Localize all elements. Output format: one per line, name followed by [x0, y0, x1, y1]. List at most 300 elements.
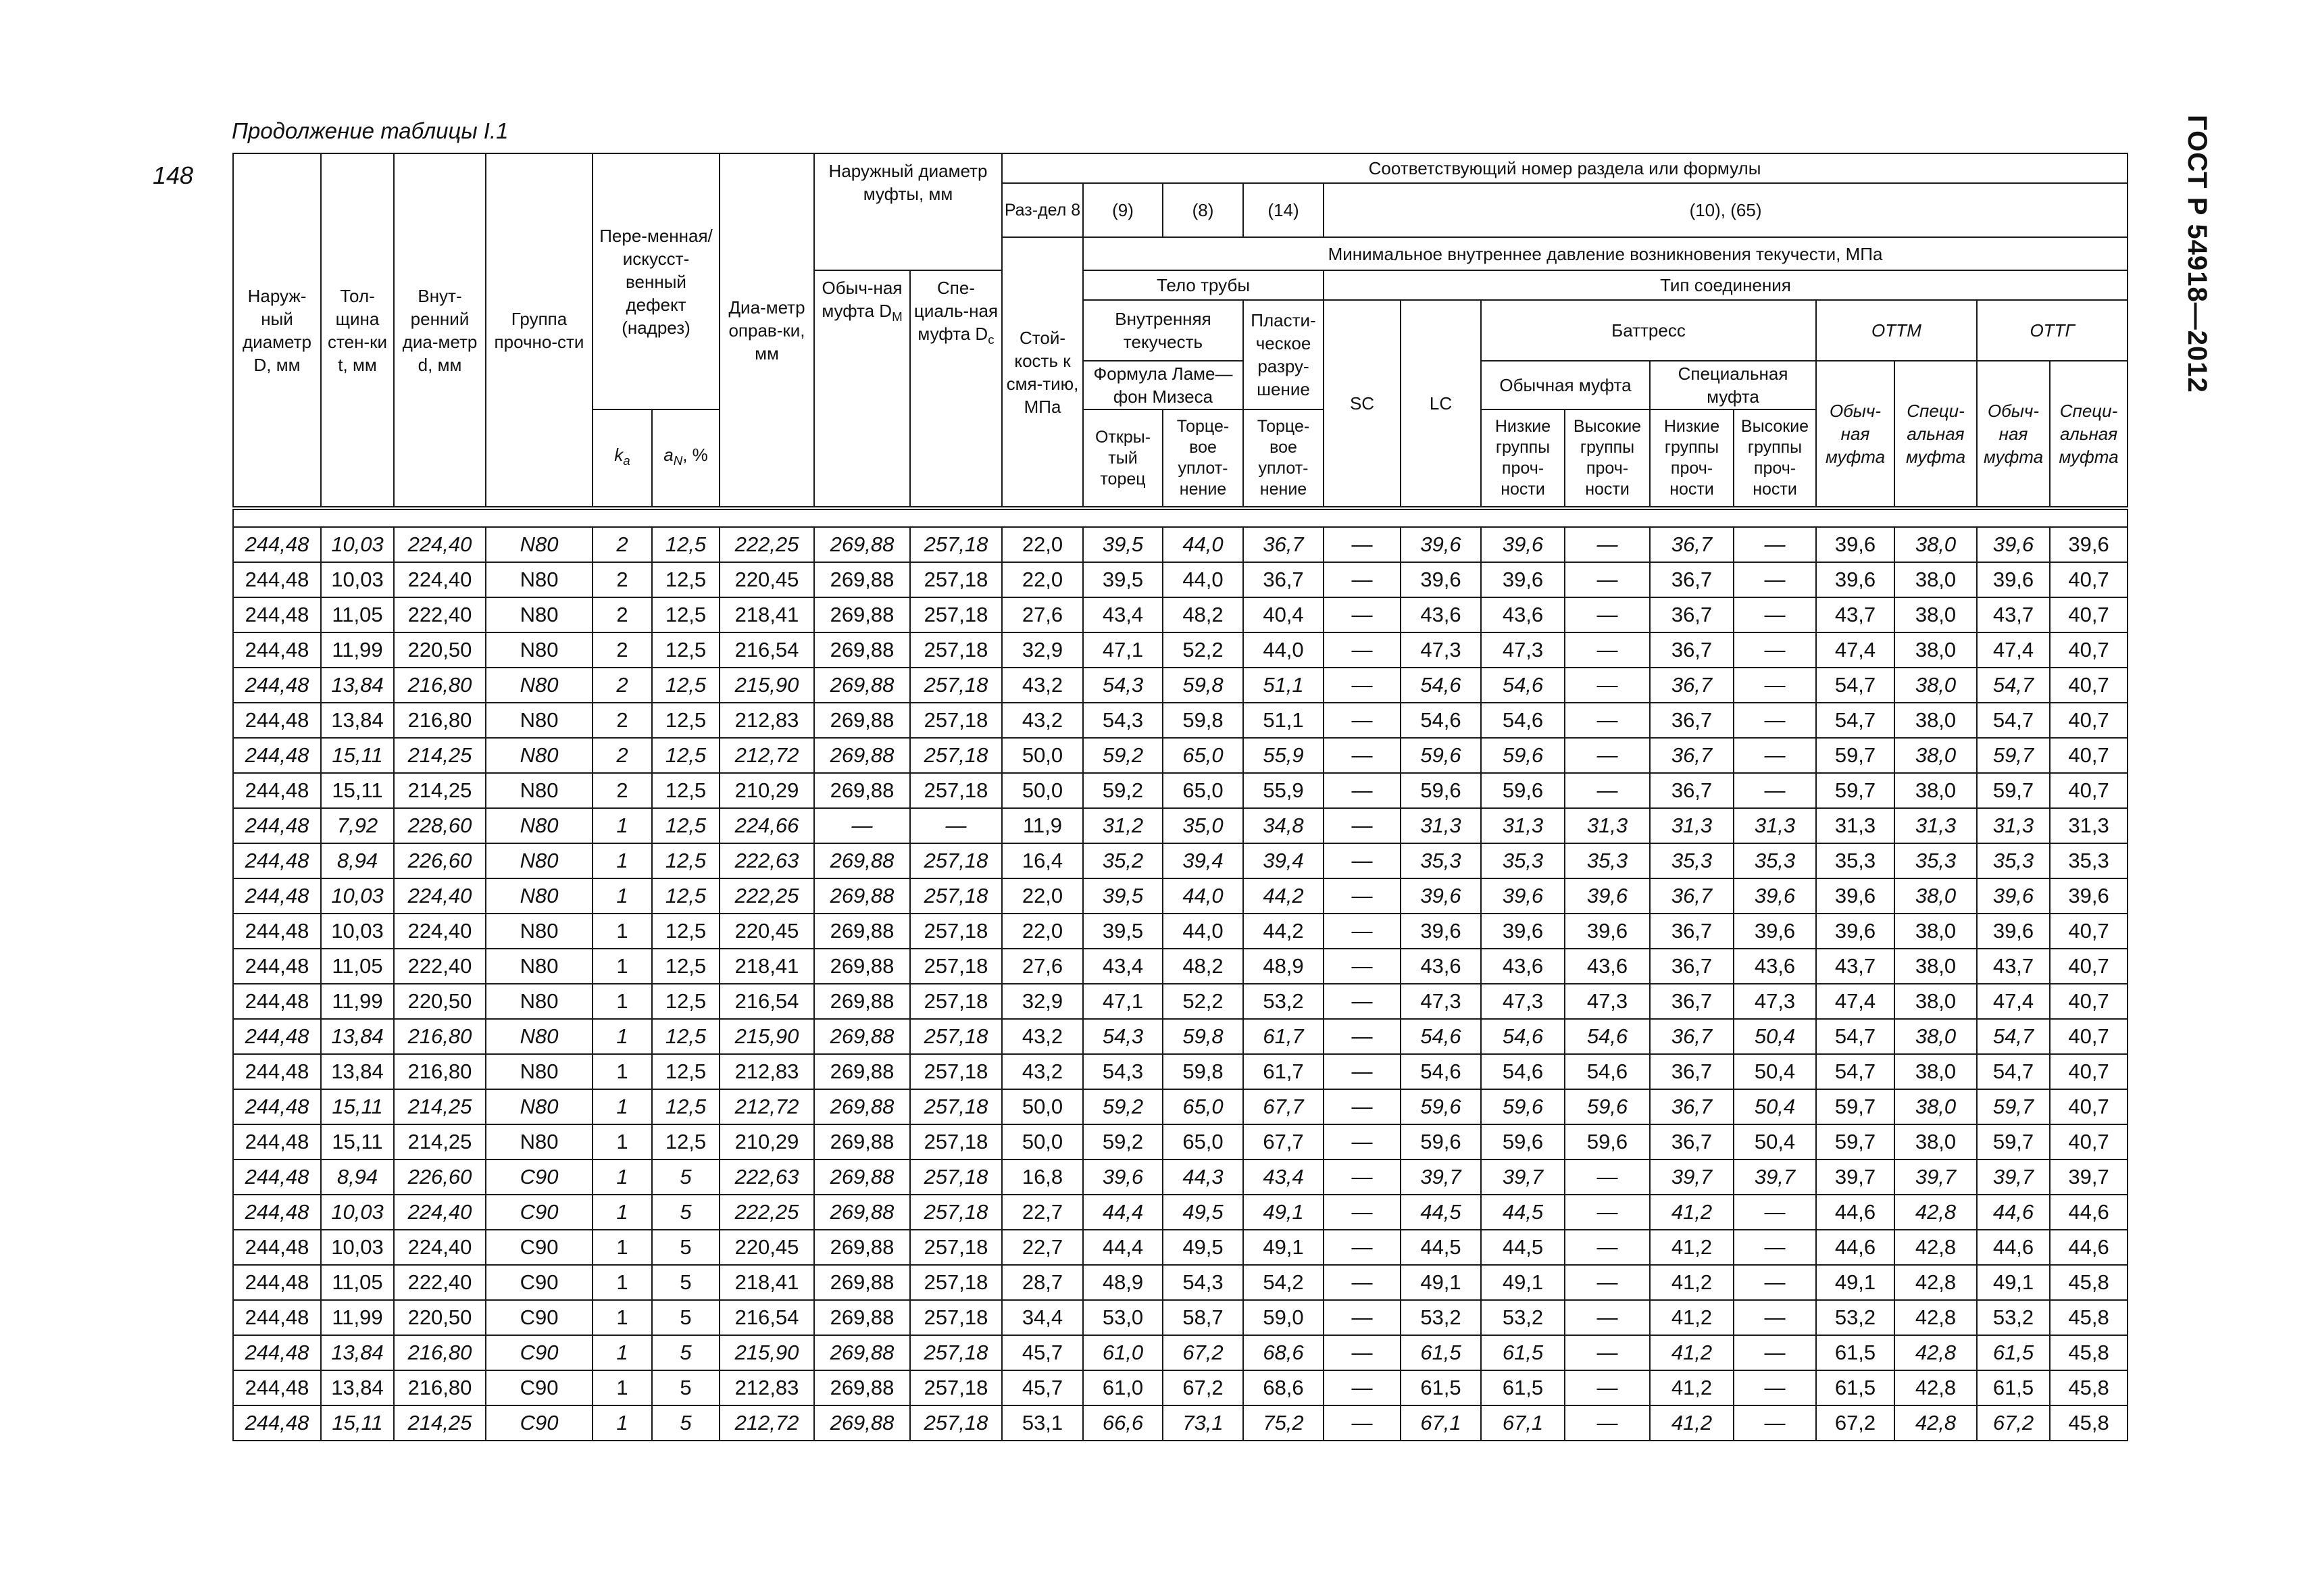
table-cell: 257,18: [910, 914, 1002, 949]
table-cell: 67,2: [1163, 1335, 1243, 1370]
table-cell: 5: [652, 1405, 720, 1441]
table-cell: —: [1324, 703, 1401, 738]
table-cell: 43,4: [1083, 597, 1163, 632]
table-row: [233, 1405, 2128, 1441]
table-cell: 39,6: [1816, 527, 1894, 562]
table-cell: 244,48: [233, 562, 321, 597]
table-cell: 44,4: [1083, 1195, 1163, 1230]
table-cell: N80: [486, 1089, 593, 1124]
table-cell: 269,88: [814, 878, 910, 914]
table-cell: 51,1: [1243, 668, 1324, 703]
table-cell: 39,6: [1734, 914, 1816, 949]
table-cell: 39,6: [1481, 527, 1565, 562]
table-cell: 31,3: [1401, 808, 1481, 843]
table-cell: 61,5: [1977, 1370, 2050, 1405]
header-coupling-od: Наружный диаметр муфты, мм: [814, 153, 1002, 270]
header-buttress-regular: Обычная муфта: [1481, 361, 1650, 409]
table-cell: 12,5: [652, 703, 720, 738]
table-cell: 61,5: [1481, 1370, 1565, 1405]
table-cell: 10,03: [321, 562, 394, 597]
table-row: [233, 1019, 2128, 1054]
table-cell: —: [1734, 1405, 1816, 1441]
table-cell: —: [1324, 843, 1401, 878]
table-cell: 39,6: [2050, 527, 2128, 562]
table-cell: 45,7: [1002, 1335, 1083, 1370]
table-cell: 59,7: [1816, 773, 1894, 808]
table-cell: 1: [593, 1195, 652, 1230]
table-row: [233, 1230, 2128, 1265]
table-cell: 257,18: [910, 1370, 1002, 1405]
header-inner-diameter: Внут-ренний диа-метр d, мм: [394, 153, 486, 508]
table-cell: 244,48: [233, 703, 321, 738]
table-cell: 1: [593, 1089, 652, 1124]
table-cell: 65,0: [1163, 773, 1243, 808]
table-cell: 44,5: [1401, 1195, 1481, 1230]
table-cell: 50,0: [1002, 1124, 1083, 1159]
table-cell: 12,5: [652, 1089, 720, 1124]
table-cell: 244,48: [233, 1054, 321, 1089]
table-cell: 212,83: [720, 1370, 814, 1405]
table-cell: 40,7: [2050, 914, 2128, 949]
table-cell: 10,03: [321, 1230, 394, 1265]
table-cell: 216,80: [394, 1370, 486, 1405]
table-cell: 257,18: [910, 1089, 1002, 1124]
table-cell: 22,0: [1002, 878, 1083, 914]
table-cell: 47,3: [1401, 632, 1481, 668]
table-cell: 38,0: [1894, 949, 1977, 984]
table-cell: 54,6: [1565, 1054, 1650, 1089]
table-cell: 12,5: [652, 949, 720, 984]
table-cell: 269,88: [814, 1300, 910, 1335]
header-pipe-body: Тело трубы: [1083, 270, 1324, 300]
table-cell: 36,7: [1650, 1054, 1734, 1089]
table-cell: 43,2: [1002, 668, 1083, 703]
table-cell: 39,6: [1977, 878, 2050, 914]
table-cell: N80: [486, 1019, 593, 1054]
table-cell: 38,0: [1894, 597, 1977, 632]
table-cell: 39,6: [1565, 914, 1650, 949]
table-cell: —: [1565, 632, 1650, 668]
table-cell: 244,48: [233, 1230, 321, 1265]
table-cell: 216,54: [720, 1300, 814, 1335]
header-ka: $k_a$: [593, 409, 652, 508]
table-cell: 1: [593, 1300, 652, 1335]
table-cell: 54,3: [1083, 1054, 1163, 1089]
table-cell: —: [1324, 1265, 1401, 1300]
table-cell: 50,0: [1002, 1089, 1083, 1124]
table-cell: 43,6: [1565, 949, 1650, 984]
table-cell: 244,48: [233, 527, 321, 562]
table-cell: 40,7: [2050, 703, 2128, 738]
table-cell: 53,2: [1977, 1300, 2050, 1335]
table-cell: 59,2: [1083, 773, 1163, 808]
table-cell: 54,7: [1816, 703, 1894, 738]
table-cell: 1: [593, 1019, 652, 1054]
table-cell: 216,54: [720, 632, 814, 668]
table-cell: N80: [486, 597, 593, 632]
table-cell: 27,6: [1002, 949, 1083, 984]
table-cell: 12,5: [652, 984, 720, 1019]
table-cell: 35,3: [1816, 843, 1894, 878]
standard-code: ГОСТ Р 54918—2012: [2182, 115, 2212, 393]
table-cell: 59,8: [1163, 1054, 1243, 1089]
table-cell: 11,99: [321, 1300, 394, 1335]
table-cell: 1: [593, 1335, 652, 1370]
table-cell: 5: [652, 1300, 720, 1335]
table-cell: 31,3: [1894, 808, 1977, 843]
table-cell: 48,9: [1243, 949, 1324, 984]
table-cell: —: [1565, 1159, 1650, 1195]
table-cell: 40,7: [2050, 949, 2128, 984]
table-cell: 244,48: [233, 914, 321, 949]
table-cell: 59,6: [1401, 773, 1481, 808]
table-cell: 214,25: [394, 738, 486, 773]
table-cell: 54,7: [1816, 668, 1894, 703]
table-cell: 257,18: [910, 1054, 1002, 1089]
table-cell: 32,9: [1002, 632, 1083, 668]
table-row: [233, 1159, 2128, 1195]
table-cell: 39,7: [1401, 1159, 1481, 1195]
table-cell: 59,7: [1977, 1124, 2050, 1159]
table-cell: 210,29: [720, 1124, 814, 1159]
table-cell: 257,18: [910, 738, 1002, 773]
table-cell: 47,3: [1565, 984, 1650, 1019]
table-cell: —: [1734, 703, 1816, 738]
header-defect: Пере-менная/ искусст-венный дефект (надрез): [593, 153, 720, 409]
table-cell: 34,8: [1243, 808, 1324, 843]
table-cell: 54,7: [1977, 1019, 2050, 1054]
header-ref-14: (14): [1243, 183, 1324, 237]
table-cell: 61,5: [1816, 1370, 1894, 1405]
table-cell: 13,84: [321, 1370, 394, 1405]
table-cell: 212,72: [720, 738, 814, 773]
header-low-strength-special: Низкие группы проч-ности: [1650, 409, 1734, 508]
table-cell: 43,7: [1977, 949, 2050, 984]
table-cell: 224,40: [394, 878, 486, 914]
table-cell: 39,5: [1083, 527, 1163, 562]
table-cell: 44,6: [1977, 1230, 2050, 1265]
table-cell: 216,80: [394, 1335, 486, 1370]
table-cell: —: [1324, 597, 1401, 632]
table-cell: 244,48: [233, 984, 321, 1019]
table-cell: 12,5: [652, 632, 720, 668]
table-cell: 15,11: [321, 1405, 394, 1441]
table-cell: —: [1324, 808, 1401, 843]
table-cell: 36,7: [1650, 738, 1734, 773]
table-cell: 50,4: [1734, 1019, 1816, 1054]
table-cell: 47,4: [1816, 632, 1894, 668]
table-cell: 38,0: [1894, 703, 1977, 738]
table-cell: 39,6: [1481, 914, 1565, 949]
table-cell: —: [1734, 1335, 1816, 1370]
table-cell: 218,41: [720, 597, 814, 632]
header-min-pressure: Минимальное внутреннее давление возникновения текучести, МПа: [1083, 237, 2128, 270]
table-cell: 54,7: [1977, 703, 2050, 738]
table-cell: 45,8: [2050, 1265, 2128, 1300]
table-cell: 8,94: [321, 1159, 394, 1195]
table-cell: N80: [486, 527, 593, 562]
table-cell: 269,88: [814, 914, 910, 949]
table-cell: 214,25: [394, 1405, 486, 1441]
table-cell: N80: [486, 878, 593, 914]
table-cell: 59,7: [1977, 738, 2050, 773]
table-cell: 10,03: [321, 914, 394, 949]
table-cell: 39,6: [1401, 527, 1481, 562]
table-cell: —: [1324, 773, 1401, 808]
table-cell: 36,7: [1243, 527, 1324, 562]
table-cell: 10,03: [321, 1195, 394, 1230]
table-row: [233, 668, 2128, 703]
table-cell: 40,7: [2050, 1124, 2128, 1159]
table-cell: 54,6: [1481, 668, 1565, 703]
table-cell: 47,4: [1977, 632, 2050, 668]
table-cell: 38,0: [1894, 527, 1977, 562]
table-cell: 38,0: [1894, 878, 1977, 914]
table-cell: 2: [593, 668, 652, 703]
table-cell: 54,3: [1083, 668, 1163, 703]
table-cell: 269,88: [814, 703, 910, 738]
table-cell: 244,48: [233, 949, 321, 984]
table-cell: 2: [593, 632, 652, 668]
table-cell: —: [1324, 1370, 1401, 1405]
table-cell: 35,3: [1481, 843, 1565, 878]
table-cell: 257,18: [910, 668, 1002, 703]
table-cell: —: [1565, 1195, 1650, 1230]
table-cell: N80: [486, 914, 593, 949]
table-cell: 257,18: [910, 949, 1002, 984]
table-cell: 35,3: [1734, 843, 1816, 878]
table-cell: 244,48: [233, 843, 321, 878]
table-cell: 2: [593, 773, 652, 808]
table-cell: 214,25: [394, 1089, 486, 1124]
table-cell: N80: [486, 808, 593, 843]
table-cell: 36,7: [1650, 984, 1734, 1019]
table-row: [233, 738, 2128, 773]
header-mandrel-diameter: Диа-метр оправ-ки, мм: [720, 153, 814, 508]
table-cell: 39,6: [1401, 878, 1481, 914]
header-section-ref: Соответствующий номер раздела или формулы: [1002, 153, 2128, 183]
table-cell: 61,0: [1083, 1370, 1163, 1405]
table-row: [233, 984, 2128, 1019]
table-cell: 257,18: [910, 984, 1002, 1019]
table-cell: 1: [593, 1230, 652, 1265]
table-cell: 44,3: [1163, 1159, 1243, 1195]
table-cell: 35,0: [1163, 808, 1243, 843]
table-cell: 244,48: [233, 668, 321, 703]
table-cell: 2: [593, 738, 652, 773]
table-cell: 31,3: [1565, 808, 1650, 843]
table-cell: 59,6: [1481, 738, 1565, 773]
table-cell: 43,6: [1734, 949, 1816, 984]
table-cell: 67,7: [1243, 1089, 1324, 1124]
table-cell: 269,88: [814, 1089, 910, 1124]
table-cell: 269,88: [814, 1405, 910, 1441]
table-cell: 43,6: [1481, 597, 1565, 632]
table-cell: 58,7: [1163, 1300, 1243, 1335]
header-lc: LC: [1401, 300, 1481, 508]
table-cell: 40,7: [2050, 668, 2128, 703]
header-plastic-failure: Пласти-ческое разру-шение: [1243, 300, 1324, 409]
table-cell: 31,2: [1083, 808, 1163, 843]
table-cell: 59,2: [1083, 738, 1163, 773]
table-cell: 44,0: [1163, 562, 1243, 597]
table-cell: 11,05: [321, 1265, 394, 1300]
table-cell: —: [1565, 527, 1650, 562]
table-cell: —: [1734, 527, 1816, 562]
table-cell: 257,18: [910, 527, 1002, 562]
table-cell: 222,40: [394, 1265, 486, 1300]
table-cell: —: [1324, 1159, 1401, 1195]
table-cell: 38,0: [1894, 668, 1977, 703]
table-cell: —: [1565, 668, 1650, 703]
table-cell: 13,84: [321, 1335, 394, 1370]
table-cell: 2: [593, 527, 652, 562]
table-cell: 13,84: [321, 703, 394, 738]
table-cell: 244,48: [233, 1019, 321, 1054]
table-cell: 12,5: [652, 738, 720, 773]
table-cell: 22,7: [1002, 1230, 1083, 1265]
table-cell: 50,4: [1734, 1089, 1816, 1124]
table-cell: 41,2: [1650, 1195, 1734, 1230]
table-cell: 244,48: [233, 1265, 321, 1300]
table-cell: 38,0: [1894, 562, 1977, 597]
table-cell: C90: [486, 1370, 593, 1405]
table-cell: 5: [652, 1370, 720, 1405]
table-cell: 54,7: [1977, 668, 2050, 703]
table-cell: 61,5: [1481, 1335, 1565, 1370]
table-cell: 257,18: [910, 1124, 1002, 1159]
table-cell: C90: [486, 1335, 593, 1370]
table-cell: 244,48: [233, 1195, 321, 1230]
table-cell: 39,6: [2050, 878, 2128, 914]
table-cell: 59,8: [1163, 703, 1243, 738]
table-cell: —: [1734, 1300, 1816, 1335]
table-cell: 11,9: [1002, 808, 1083, 843]
table-cell: 38,0: [1894, 1124, 1977, 1159]
table-cell: —: [1324, 1230, 1401, 1265]
table-cell: 11,05: [321, 597, 394, 632]
header-high-strength-special: Высокие группы проч-ности: [1734, 409, 1816, 508]
table-cell: 244,48: [233, 632, 321, 668]
table-cell: 244,48: [233, 597, 321, 632]
table-cell: 49,1: [1243, 1195, 1324, 1230]
table-cell: 269,88: [814, 1265, 910, 1300]
table-cell: —: [1565, 738, 1650, 773]
table-cell: —: [1565, 597, 1650, 632]
table-cell: 244,48: [233, 1124, 321, 1159]
table-cell: 218,41: [720, 1265, 814, 1300]
table-cell: 52,2: [1163, 984, 1243, 1019]
table-cell: N80: [486, 703, 593, 738]
table-cell: 1: [593, 949, 652, 984]
table-cell: 55,9: [1243, 773, 1324, 808]
table-cell: —: [1734, 1370, 1816, 1405]
table-cell: 67,1: [1401, 1405, 1481, 1441]
table-cell: 244,48: [233, 1405, 321, 1441]
table-cell: 54,7: [1977, 1054, 2050, 1089]
table-cell: 215,90: [720, 668, 814, 703]
table-cell: 47,1: [1083, 632, 1163, 668]
table-cell: 22,7: [1002, 1195, 1083, 1230]
table-cell: 40,7: [2050, 597, 2128, 632]
table-cell: 44,6: [2050, 1230, 2128, 1265]
header-ottg-special: Специ-альная муфта: [2050, 361, 2128, 508]
header-section-8: Раз-дел 8: [1002, 183, 1083, 237]
table-cell: 53,2: [1481, 1300, 1565, 1335]
table-cell: 31,3: [1734, 808, 1816, 843]
table-cell: 257,18: [910, 1405, 1002, 1441]
table-cell: 36,7: [1650, 914, 1734, 949]
table-cell: 1: [593, 843, 652, 878]
table-cell: 59,6: [1401, 1124, 1481, 1159]
table-cell: —: [1734, 1195, 1816, 1230]
table-cell: 40,7: [2050, 1019, 2128, 1054]
table-cell: 257,18: [910, 1195, 1002, 1230]
table-row: [233, 878, 2128, 914]
table-cell: 269,88: [814, 984, 910, 1019]
table-cell: 36,7: [1650, 1019, 1734, 1054]
table-cell: 61,7: [1243, 1054, 1324, 1089]
table-cell: 50,4: [1734, 1054, 1816, 1089]
table-cell: 65,0: [1163, 1124, 1243, 1159]
table-cell: 54,6: [1481, 1019, 1565, 1054]
table-cell: 59,7: [1816, 738, 1894, 773]
table-cell: N80: [486, 1054, 593, 1089]
table-cell: 269,88: [814, 527, 910, 562]
table-cell: 54,6: [1481, 1054, 1565, 1089]
table-cell: 47,3: [1481, 632, 1565, 668]
table-cell: 39,5: [1083, 562, 1163, 597]
table-cell: —: [1324, 1089, 1401, 1124]
table-cell: 5: [652, 1265, 720, 1300]
table-cell: 54,6: [1401, 703, 1481, 738]
header-ottm: ОТТМ: [1816, 300, 1977, 361]
table-cell: 38,0: [1894, 738, 1977, 773]
table-cell: 28,7: [1002, 1265, 1083, 1300]
table-cell: —: [1734, 1265, 1816, 1300]
table-cell: —: [1324, 984, 1401, 1019]
table-cell: 224,66: [720, 808, 814, 843]
table-cell: 59,6: [1481, 773, 1565, 808]
table-cell: 48,2: [1163, 597, 1243, 632]
table-row: [233, 1124, 2128, 1159]
table-cell: —: [1734, 773, 1816, 808]
table-cell: 39,6: [1977, 914, 2050, 949]
table-cell: 212,83: [720, 1054, 814, 1089]
table-cell: 44,0: [1163, 527, 1243, 562]
table-cell: 222,25: [720, 1195, 814, 1230]
table-cell: 59,6: [1401, 738, 1481, 773]
table-cell: 39,7: [2050, 1159, 2128, 1195]
header-ottm-special: Специ-альная муфта: [1894, 361, 1977, 508]
table-cell: 220,45: [720, 1230, 814, 1265]
table-cell: 222,40: [394, 597, 486, 632]
table-cell: —: [1565, 703, 1650, 738]
table-cell: 8,94: [321, 843, 394, 878]
table-cell: 36,7: [1243, 562, 1324, 597]
table-cell: —: [1324, 1019, 1401, 1054]
table-cell: 59,6: [1565, 1124, 1650, 1159]
table-cell: 224,40: [394, 1195, 486, 1230]
table-cell: —: [1734, 738, 1816, 773]
table-cell: 12,5: [652, 597, 720, 632]
table-cell: 257,18: [910, 1230, 1002, 1265]
table-cell: 54,6: [1565, 1019, 1650, 1054]
table-cell: —: [1324, 1405, 1401, 1441]
table-cell: 27,6: [1002, 597, 1083, 632]
table-cell: 5: [652, 1230, 720, 1265]
table-cell: 44,2: [1243, 914, 1324, 949]
